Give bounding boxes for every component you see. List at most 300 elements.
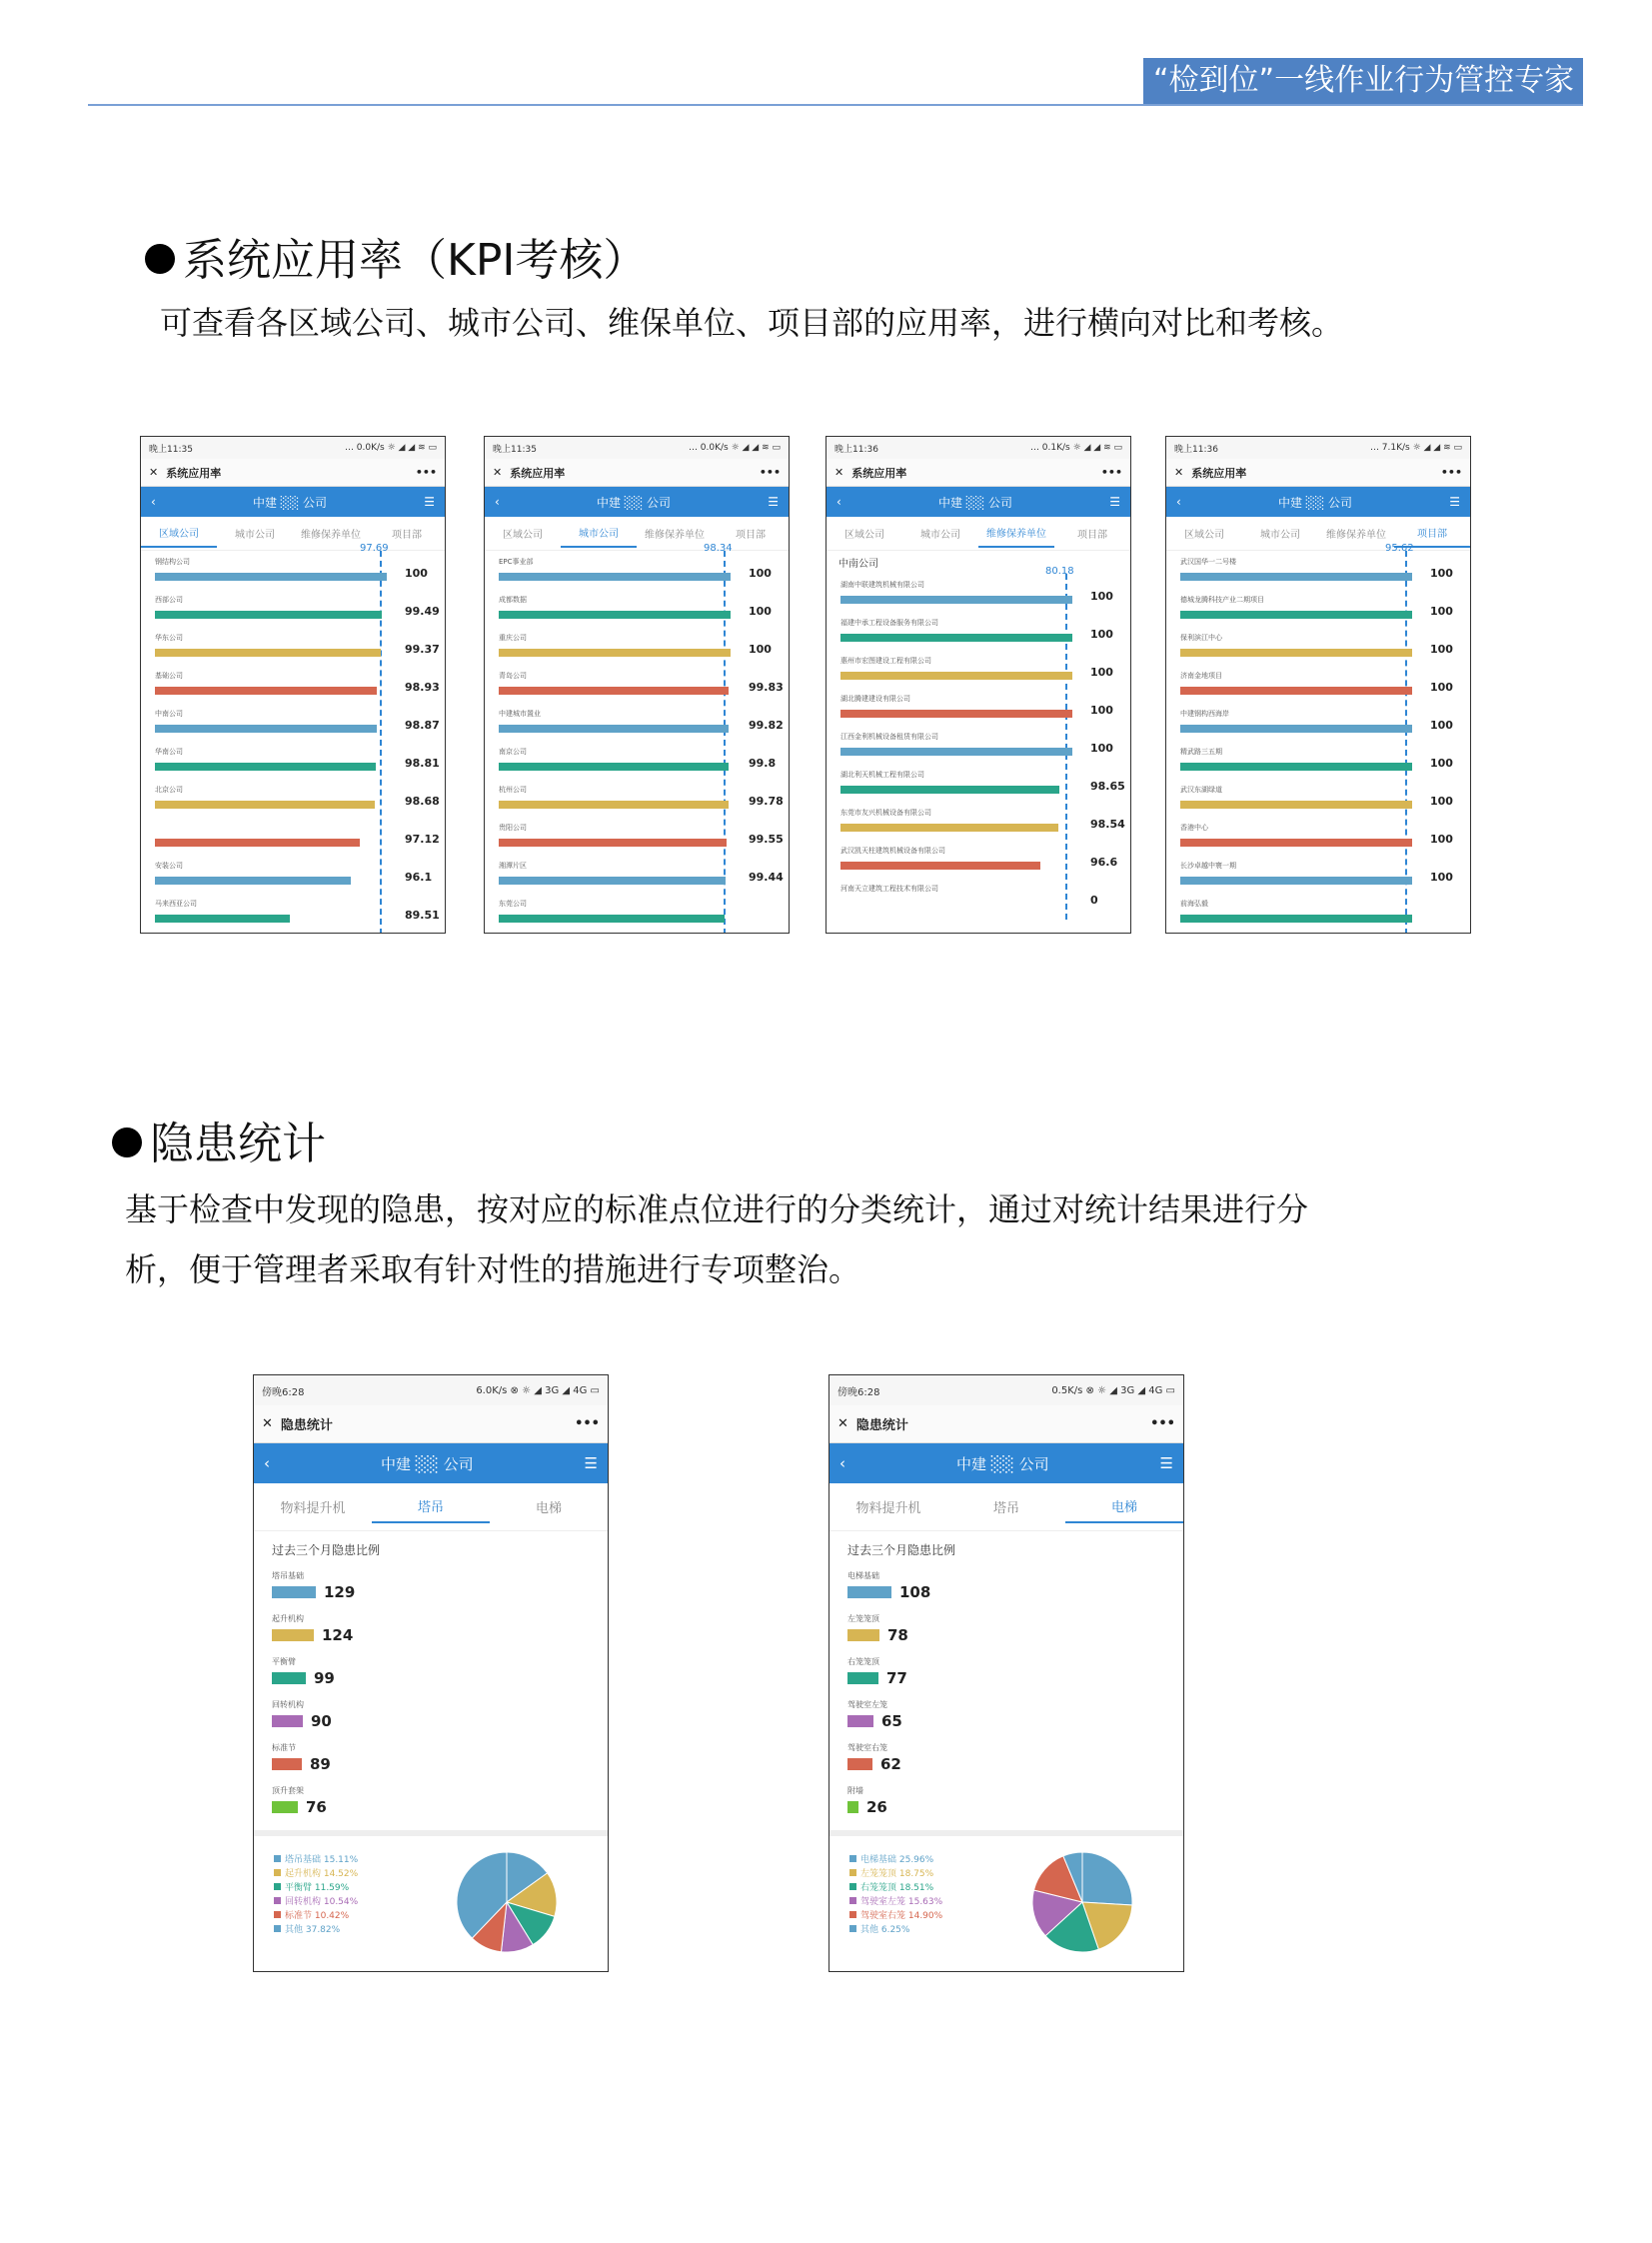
bar-label: 青岛公司 (499, 672, 527, 680)
bar-row (497, 859, 783, 897)
tab-0[interactable]: 物料提升机 (280, 1501, 346, 1516)
bar-value: 100 (1090, 628, 1113, 641)
bar-row (497, 707, 783, 745)
legend-item (849, 1909, 942, 1923)
bar-value: 100 (749, 643, 772, 656)
legend-swatch (274, 1925, 281, 1932)
bar (840, 748, 1072, 756)
hazard-row (829, 1697, 1183, 1740)
bar-value: 100 (1430, 567, 1453, 580)
bar-label: 杭州公司 (499, 786, 527, 794)
more-icon[interactable]: ••• (415, 466, 437, 479)
hazard-label: 塔吊基础 (272, 1571, 304, 1580)
hazard-bar (847, 1715, 873, 1727)
bar (1180, 801, 1412, 809)
tab-bar (485, 517, 789, 551)
bar-list (826, 566, 1130, 920)
hazard-row (254, 1611, 608, 1654)
tab-bar (826, 517, 1130, 551)
pie-legend (849, 1853, 942, 1937)
legend-swatch (274, 1897, 281, 1904)
menu-icon[interactable]: ☰ (1449, 495, 1460, 509)
company-name: 中建 ░░ 公司 (596, 495, 672, 510)
bar-label: 前海弘毅 (1180, 900, 1208, 908)
hazard-label: 右笼笼顶 (847, 1657, 879, 1666)
bar-value: 0 (1090, 894, 1098, 907)
bar-value: 100 (1430, 795, 1453, 808)
tab-3[interactable]: 项目部 (1077, 530, 1107, 541)
menu-icon[interactable]: ☰ (1159, 1454, 1173, 1472)
hazard-label: 回转机构 (272, 1700, 304, 1709)
close-icon[interactable]: ✕ (837, 1416, 848, 1431)
tab-1[interactable]: 城市公司 (235, 530, 275, 541)
tab-1[interactable]: 城市公司 (920, 530, 960, 541)
bar (155, 801, 375, 809)
bar-row (153, 593, 439, 631)
bar-value: 100 (1090, 590, 1113, 603)
hazard-value: 78 (887, 1625, 908, 1644)
bar-label: 保利滨江中心 (1180, 634, 1222, 642)
bar-value: 98.93 (405, 681, 440, 694)
section-kpi-desc: 可查看各区域公司、城市公司、维保单位、项目部的应用率，进行横向对比和考核。 (160, 304, 1344, 342)
status-icons: 6.0K/s ⊗ ☼ ◢ 3G ◢ 4G ▭ (476, 1384, 600, 1396)
tab-3[interactable]: 项目部 (392, 530, 422, 541)
legend-swatch (274, 1869, 281, 1876)
legend-item (274, 1895, 358, 1909)
bar-value: 100 (1430, 833, 1453, 846)
bar (840, 672, 1072, 680)
hazard-label: 驾驶室右笼 (847, 1743, 887, 1752)
bar-value: 98.54 (1090, 818, 1125, 831)
bar-row (1178, 669, 1464, 707)
bar (155, 611, 382, 619)
bar-row (497, 783, 783, 821)
bar-label: 东莞市友兴机械设备有限公司 (840, 809, 931, 817)
back-icon[interactable]: ‹ (839, 1454, 845, 1472)
page-title: 隐患统计 (855, 1418, 908, 1433)
legend-text: 塔吊基础 15.11% (285, 1855, 359, 1865)
bar-value: 99.78 (749, 795, 784, 808)
bar-value: 98.81 (405, 757, 440, 770)
bar (840, 710, 1072, 718)
bar (155, 687, 377, 695)
hazard-phone-1 (253, 1374, 609, 1972)
legend-text: 其他 6.25% (860, 1925, 910, 1935)
company-nav (1166, 487, 1470, 517)
bar-value: 98.65 (1090, 780, 1125, 793)
hazard-bar (272, 1672, 306, 1684)
tab-bar (254, 1483, 608, 1531)
bar-value: 100 (1090, 704, 1113, 717)
bar-label: 惠州市宏图建设工程有限公司 (840, 657, 931, 665)
hazard-label: 起升机构 (272, 1614, 304, 1623)
kpi-phone-2 (484, 436, 790, 934)
bar (155, 915, 290, 923)
bar-value: 100 (749, 605, 772, 618)
bar-label: 福建中承工程设备服务有限公司 (840, 619, 938, 627)
legend-swatch (849, 1897, 856, 1904)
tab-bar (829, 1483, 1183, 1531)
bar-row (153, 745, 439, 783)
hazard-value: 76 (306, 1797, 327, 1816)
bar (155, 839, 360, 847)
bar (1180, 573, 1412, 581)
status-time: 傍晚6:28 (262, 1386, 305, 1398)
company-nav (141, 487, 445, 517)
bar (1180, 877, 1412, 885)
bar-value: 99.37 (405, 643, 440, 656)
bar-value: 99.83 (749, 681, 784, 694)
hazard-label: 平衡臂 (272, 1657, 296, 1666)
tab-2[interactable]: 维修保养单位 (645, 530, 705, 541)
section-divider (254, 1830, 608, 1836)
back-icon[interactable]: ‹ (151, 495, 156, 509)
bar-label: 武汉凯天柱建筑机械设备有限公司 (840, 847, 945, 855)
back-icon[interactable]: ‹ (264, 1454, 270, 1472)
status-time: 晚上11:36 (1174, 444, 1218, 455)
legend-text: 标准节 10.42% (285, 1911, 350, 1921)
bar-value: 100 (1430, 681, 1453, 694)
tab-2[interactable]: 维修保养单位 (1326, 530, 1386, 541)
legend-text: 驾驶室左笼 15.63% (860, 1897, 943, 1907)
bar-label: 中南公司 (155, 710, 183, 718)
hazard-bar (272, 1758, 302, 1770)
bar (155, 877, 351, 885)
bar-row (497, 745, 783, 783)
bar (1180, 687, 1412, 695)
bar-label: 湖北腾建建设有限公司 (840, 695, 910, 703)
hazard-bar (847, 1672, 878, 1684)
tab-2[interactable]: 维修保养单位 (301, 530, 361, 541)
bar-label: 武汉国华一二号楼 (1180, 558, 1236, 566)
hazard-bar (847, 1629, 879, 1641)
bar (499, 725, 729, 733)
bar (155, 573, 387, 581)
bullet-icon (112, 1127, 142, 1157)
region-label: 中南公司 (838, 559, 878, 570)
close-icon[interactable]: ✕ (834, 466, 844, 479)
hazard-row (254, 1783, 608, 1826)
legend-swatch (849, 1925, 856, 1932)
bar-row (497, 631, 783, 669)
menu-icon[interactable]: ☰ (768, 495, 779, 509)
section-hazard-desc-2: 析，便于管理者采取有针对性的措施进行专项整治。 (125, 1250, 861, 1288)
bar-label: 钢结构公司 (155, 558, 190, 566)
bar-value: 100 (1430, 757, 1453, 770)
status-bar (141, 437, 445, 459)
tab-2[interactable]: 维修保养单位 (978, 519, 1054, 548)
chart-subtitle: 过去三个月隐患比例 (272, 1543, 381, 1557)
bar-value: 98.68 (405, 795, 440, 808)
bar-row (838, 882, 1124, 920)
bar-row (153, 783, 439, 821)
section-hazard-title: 隐患统计 (150, 1119, 326, 1169)
back-icon[interactable]: ‹ (836, 495, 841, 509)
hazard-row (254, 1740, 608, 1783)
bar-value: 100 (1430, 605, 1453, 618)
bar-value: 97.12 (405, 833, 440, 846)
bar-row (153, 631, 439, 669)
legend-item (274, 1909, 358, 1923)
legend-item (849, 1881, 942, 1895)
company-nav (485, 487, 789, 517)
bar-label: 华南公司 (155, 748, 183, 756)
bar-label: 安装公司 (155, 862, 183, 870)
bar-label: 湖南中联建筑机械有限公司 (840, 581, 924, 589)
bar-label: 中建城市置业 (499, 710, 541, 718)
bar (1180, 763, 1412, 771)
status-icons: 0.5K/s ⊗ ☼ ◢ 3G ◢ 4G ▭ (1051, 1384, 1175, 1396)
legend-text: 起升机构 14.52% (285, 1869, 359, 1879)
more-icon[interactable]: ••• (575, 1416, 600, 1431)
back-icon[interactable]: ‹ (1176, 495, 1181, 509)
status-bar (829, 1375, 1183, 1405)
status-time: 晚上11:36 (834, 444, 878, 455)
hazard-value: 89 (310, 1754, 331, 1773)
bar (840, 786, 1059, 794)
bar-list (1166, 543, 1470, 934)
hazard-phone-2 (828, 1374, 1184, 1972)
legend-text: 平衡臂 11.59% (285, 1883, 350, 1893)
hazard-bar (272, 1629, 314, 1641)
bar-row (497, 897, 783, 934)
legend-item (274, 1853, 358, 1867)
hazard-bar (272, 1801, 298, 1813)
hazard-label: 左笼笼顶 (847, 1614, 879, 1623)
legend-item (274, 1923, 358, 1937)
status-bar (254, 1375, 608, 1405)
bar (1180, 915, 1412, 923)
hazard-value: 129 (324, 1582, 356, 1601)
bar-row (1178, 707, 1464, 745)
section-divider (829, 1830, 1183, 1836)
tab-0[interactable]: 区域公司 (141, 519, 217, 548)
pie-slice (1082, 1852, 1132, 1905)
status-time: 晚上11:35 (493, 444, 537, 455)
bar-row (1178, 783, 1464, 821)
close-icon[interactable]: ✕ (262, 1416, 273, 1431)
hazard-row (254, 1654, 608, 1697)
hazard-value: 77 (886, 1668, 907, 1687)
bar (499, 611, 731, 619)
bar-label: 马来西亚公司 (155, 900, 197, 908)
more-icon[interactable]: ••• (1100, 466, 1122, 479)
bar-row (497, 821, 783, 859)
bar-row (838, 730, 1124, 768)
close-icon[interactable]: ✕ (1174, 466, 1184, 479)
legend-swatch (849, 1869, 856, 1876)
bar-value: 96.1 (405, 871, 433, 884)
tab-0[interactable]: 区域公司 (1184, 530, 1224, 541)
hazard-bar (847, 1801, 858, 1813)
hazard-row (829, 1568, 1183, 1611)
bar-row (153, 821, 439, 859)
hazard-label: 驾驶室左笼 (847, 1700, 887, 1709)
bar-label: 湖北利天机械工程有限公司 (840, 771, 924, 779)
tab-0[interactable]: 物料提升机 (855, 1501, 921, 1516)
title-bar (141, 459, 445, 487)
bar-label: 东莞公司 (499, 900, 527, 908)
hazard-value: 65 (881, 1711, 902, 1730)
hazard-row (829, 1783, 1183, 1826)
more-icon[interactable]: ••• (1440, 466, 1462, 479)
hazard-row (829, 1654, 1183, 1697)
menu-icon[interactable]: ☰ (424, 495, 435, 509)
company-name: 中建 ░░ 公司 (380, 1454, 474, 1473)
status-time: 傍晚6:28 (837, 1386, 880, 1398)
legend-swatch (274, 1911, 281, 1918)
hazard-label: 电梯基础 (847, 1571, 879, 1580)
bar-list (485, 543, 789, 934)
title-bar (829, 1405, 1183, 1443)
page-title: 系统应用率 (510, 466, 566, 480)
bar (499, 649, 731, 657)
pie-legend (274, 1853, 358, 1937)
bar-label: 贵阳公司 (499, 824, 527, 832)
bar (840, 634, 1072, 642)
pie-chart (452, 1847, 562, 1957)
title-bar (826, 459, 1130, 487)
bar-label: 中建钢构西海岸 (1180, 710, 1229, 718)
bar-value: 100 (1430, 643, 1453, 656)
section-kpi-title: 系统应用率（KPI考核） (183, 235, 648, 286)
bar-row (838, 654, 1124, 692)
bar-label: 湘潭片区 (499, 862, 527, 870)
hazard-bar (847, 1586, 891, 1598)
legend-text: 右笼笼顶 18.51% (860, 1883, 934, 1893)
tab-1[interactable]: 城市公司 (1260, 530, 1300, 541)
bar-value: 99.8 (749, 757, 777, 770)
bar (499, 915, 725, 923)
company-nav (254, 1443, 608, 1483)
bar-row (153, 669, 439, 707)
company-nav (826, 487, 1130, 517)
average-label: 80.18 (1045, 566, 1074, 577)
tab-2[interactable]: 电梯 (535, 1501, 562, 1516)
bar (499, 687, 729, 695)
bar-label: 重庆公司 (499, 634, 527, 642)
section-hazard-desc-1: 基于检查中发现的隐患，按对应的标准点位进行的分类统计，通过对统计结果进行分 (125, 1190, 1309, 1228)
bar-label: 德城龙腾科技产业二期项目 (1180, 596, 1264, 604)
bar-label: 江西金利机械设备租赁有限公司 (840, 733, 938, 741)
tab-bar (141, 517, 445, 551)
legend-text: 电梯基础 25.96% (860, 1855, 934, 1865)
tab-2[interactable]: 电梯 (1065, 1490, 1183, 1523)
bar-row (1178, 745, 1464, 783)
hazard-row (829, 1611, 1183, 1654)
hazard-value: 26 (866, 1797, 887, 1816)
legend-item (274, 1881, 358, 1895)
legend-text: 其他 37.82% (285, 1925, 341, 1935)
bar (1180, 611, 1412, 619)
bar-row (838, 806, 1124, 844)
close-icon[interactable]: ✕ (149, 466, 159, 479)
status-icons: … 0.1K/s ☼ ◢ ◢ ≋ ▭ (1029, 443, 1122, 453)
bar (499, 839, 727, 847)
bar-value: 99.49 (405, 605, 440, 618)
bar-row (838, 616, 1124, 654)
bar-row (153, 707, 439, 745)
legend-swatch (849, 1883, 856, 1890)
legend-item (849, 1867, 942, 1881)
menu-icon[interactable]: ☰ (1109, 495, 1120, 509)
tab-0[interactable]: 区域公司 (503, 530, 543, 541)
company-nav (829, 1443, 1183, 1483)
bar-row (1178, 631, 1464, 669)
tab-3[interactable]: 项目部 (1394, 519, 1470, 548)
bar-value: 99.44 (749, 871, 784, 884)
bar-row (1178, 897, 1464, 934)
bar-value: 100 (1430, 871, 1453, 884)
bar-value: 100 (749, 567, 772, 580)
bar-row (497, 555, 783, 593)
average-label: 95.62 (1385, 543, 1414, 554)
bar-row (838, 768, 1124, 806)
company-name: 中建 ░░ 公司 (1277, 495, 1353, 510)
page-title: 系统应用率 (166, 466, 222, 480)
menu-icon[interactable]: ☰ (584, 1454, 598, 1472)
header-banner: “检到位”一线作业行为管控专家 (1143, 58, 1583, 104)
tab-3[interactable]: 项目部 (736, 530, 766, 541)
bar (1180, 839, 1412, 847)
bar-row (153, 555, 439, 593)
bar-row (153, 859, 439, 897)
back-icon[interactable]: ‹ (495, 495, 500, 509)
tab-1[interactable]: 塔吊 (992, 1501, 1019, 1516)
legend-item (274, 1867, 358, 1881)
more-icon[interactable]: ••• (759, 466, 781, 479)
bar-label: 长沙卓越中寰一期 (1180, 862, 1236, 870)
hazard-value: 62 (880, 1754, 901, 1773)
more-icon[interactable]: ••• (1150, 1416, 1175, 1431)
bar-value: 99.55 (749, 833, 784, 846)
legend-text: 驾驶室右笼 14.90% (860, 1911, 943, 1921)
bar-label: 基础公司 (155, 672, 183, 680)
bar (155, 725, 377, 733)
bar-row (1178, 593, 1464, 631)
tab-bar (1166, 517, 1470, 551)
bar-label: 精武路三五期 (1180, 748, 1222, 756)
hazard-row (829, 1740, 1183, 1783)
pie-chart (1027, 1847, 1137, 1957)
bar-label: 华东公司 (155, 634, 183, 642)
bar-label: EPC事业部 (499, 558, 534, 566)
bar (840, 596, 1072, 604)
bar-row (497, 593, 783, 631)
close-icon[interactable]: ✕ (493, 466, 503, 479)
tab-1[interactable]: 城市公司 (561, 519, 637, 548)
bar-label: 北京公司 (155, 786, 183, 794)
bar-value: 98.87 (405, 719, 440, 732)
bar-row (838, 692, 1124, 730)
tab-1[interactable]: 塔吊 (372, 1490, 490, 1523)
bar-value: 96.6 (1090, 856, 1118, 869)
legend-text: 回转机构 10.54% (285, 1897, 359, 1907)
status-bar (826, 437, 1130, 459)
bar-list (141, 543, 445, 934)
hazard-label: 顶升套架 (272, 1786, 304, 1795)
status-icons: … 0.0K/s ☼ ◢ ◢ ≋ ▭ (344, 443, 437, 453)
bar-row (497, 669, 783, 707)
bar (499, 801, 729, 809)
bar (155, 763, 376, 771)
bullet-icon (145, 244, 175, 274)
bar (155, 649, 381, 657)
legend-swatch (849, 1911, 856, 1918)
hazard-value: 124 (322, 1625, 354, 1644)
bar-label: 济南金地项目 (1180, 672, 1222, 680)
tab-0[interactable]: 区域公司 (844, 530, 884, 541)
